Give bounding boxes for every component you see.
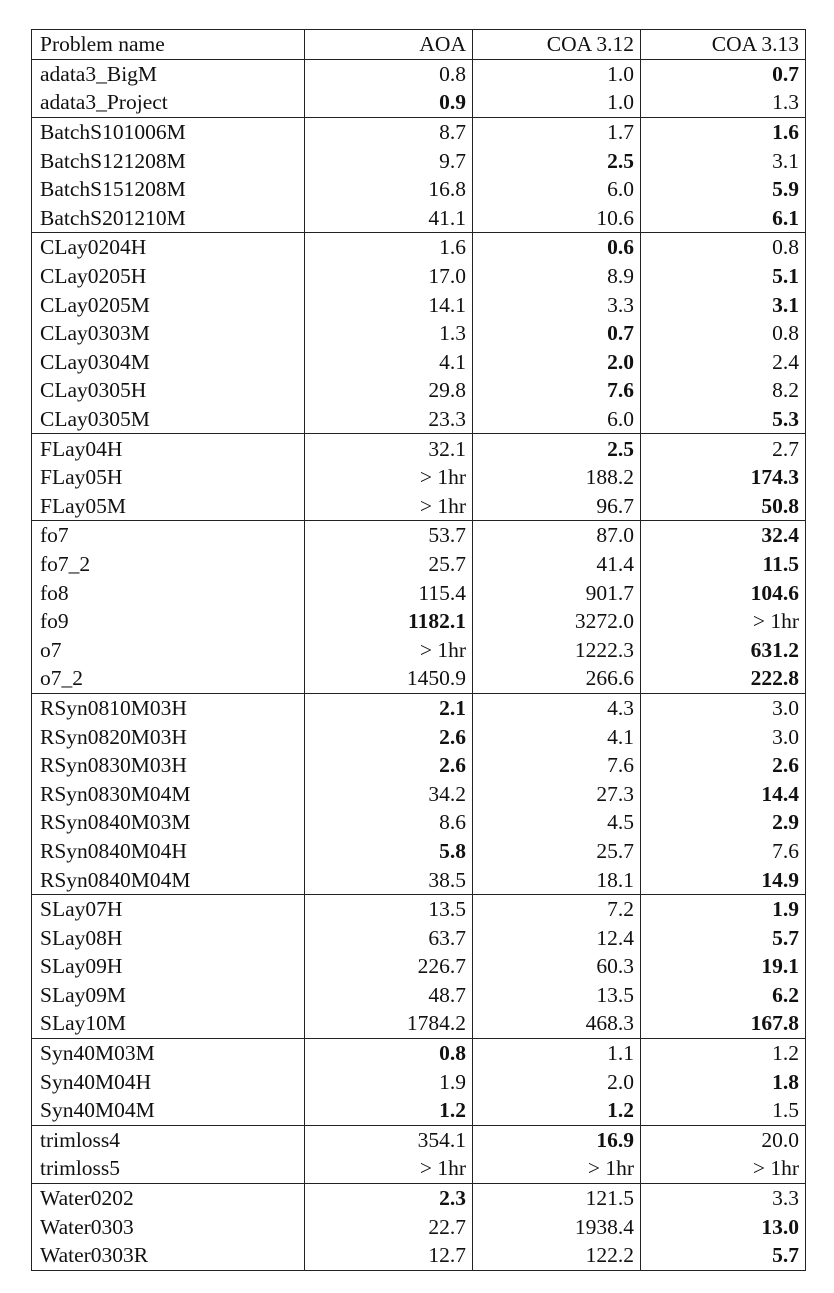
aoa-cell: 14.1 <box>305 290 473 319</box>
header-aoa: AOA <box>305 30 473 60</box>
aoa-cell: 16.8 <box>305 175 473 204</box>
problem-name-cell: trimloss5 <box>32 1154 305 1183</box>
table-row <box>32 262 806 291</box>
coa-3-12-cell: 1.0 <box>473 59 641 88</box>
aoa-cell: 2.6 <box>305 751 473 780</box>
coa-3-13-cell: 2.7 <box>641 434 806 463</box>
table-row <box>32 1096 806 1125</box>
coa-3-12-cell: 3.3 <box>473 290 641 319</box>
table-row <box>32 664 806 693</box>
problem-name-cell: SLay08H <box>32 923 305 952</box>
coa-3-13-cell: 1.9 <box>641 894 806 923</box>
problem-name-cell: RSyn0840M03M <box>32 808 305 837</box>
coa-3-13-cell: 5.3 <box>641 405 806 434</box>
problem-name-cell: RSyn0840M04H <box>32 837 305 866</box>
coa-3-13-cell: 5.9 <box>641 175 806 204</box>
aoa-cell: 1.6 <box>305 233 473 262</box>
aoa-cell: 29.8 <box>305 376 473 405</box>
coa-3-13-cell: 2.4 <box>641 348 806 377</box>
coa-3-13-cell: > 1hr <box>641 1154 806 1183</box>
aoa-cell: 1.2 <box>305 1096 473 1125</box>
problem-name-cell: RSyn0830M03H <box>32 751 305 780</box>
results-table <box>31 29 806 1271</box>
coa-3-12-cell: 468.3 <box>473 1009 641 1038</box>
aoa-cell: 1784.2 <box>305 1009 473 1038</box>
coa-3-13-cell: 3.1 <box>641 290 806 319</box>
table-row <box>32 550 806 579</box>
coa-3-12-cell: 96.7 <box>473 492 641 521</box>
header-coa-3-13: COA 3.13 <box>641 30 806 60</box>
problem-name-cell: trimloss4 <box>32 1125 305 1154</box>
problem-name-cell: BatchS101006M <box>32 117 305 146</box>
problem-name-cell: Syn40M04M <box>32 1096 305 1125</box>
coa-3-12-cell: 87.0 <box>473 521 641 550</box>
aoa-cell: 1182.1 <box>305 607 473 636</box>
coa-3-12-cell: 18.1 <box>473 865 641 894</box>
aoa-cell: 12.7 <box>305 1241 473 1270</box>
coa-3-13-cell: 3.0 <box>641 722 806 751</box>
aoa-cell: 63.7 <box>305 923 473 952</box>
header-problem-name: Problem name <box>32 30 305 60</box>
table-row <box>32 923 806 952</box>
coa-3-12-cell: 13.5 <box>473 981 641 1010</box>
table-row <box>32 405 806 434</box>
problem-name-cell: adata3_BigM <box>32 59 305 88</box>
coa-3-13-cell: 1.3 <box>641 88 806 117</box>
table-row <box>32 463 806 492</box>
table-row <box>32 59 806 88</box>
coa-3-12-cell: 122.2 <box>473 1241 641 1270</box>
aoa-cell: 2.1 <box>305 693 473 722</box>
aoa-cell: 1450.9 <box>305 664 473 693</box>
table-row <box>32 319 806 348</box>
coa-3-13-cell: 13.0 <box>641 1212 806 1241</box>
aoa-cell: > 1hr <box>305 492 473 521</box>
table-row <box>32 722 806 751</box>
coa-3-13-cell: 222.8 <box>641 664 806 693</box>
aoa-cell: 0.8 <box>305 1038 473 1067</box>
problem-name-cell: fo7 <box>32 521 305 550</box>
aoa-cell: 32.1 <box>305 434 473 463</box>
coa-3-13-cell: 19.1 <box>641 952 806 981</box>
table-row <box>32 1038 806 1067</box>
problem-group <box>32 59 806 117</box>
problem-name-cell: FLay05M <box>32 492 305 521</box>
problem-name-cell: adata3_Project <box>32 88 305 117</box>
aoa-cell: 22.7 <box>305 1212 473 1241</box>
coa-3-13-cell: 11.5 <box>641 550 806 579</box>
aoa-cell: 9.7 <box>305 146 473 175</box>
problem-name-cell: Water0303 <box>32 1212 305 1241</box>
aoa-cell: 8.6 <box>305 808 473 837</box>
aoa-cell: > 1hr <box>305 463 473 492</box>
aoa-cell: 41.1 <box>305 204 473 233</box>
problem-name-cell: SLay07H <box>32 894 305 923</box>
table-row <box>32 117 806 146</box>
coa-3-13-cell: 3.3 <box>641 1183 806 1212</box>
problem-name-cell: BatchS121208M <box>32 146 305 175</box>
header-coa-3-12: COA 3.12 <box>473 30 641 60</box>
coa-3-12-cell: 901.7 <box>473 578 641 607</box>
table-row <box>32 1212 806 1241</box>
aoa-cell: 1.3 <box>305 319 473 348</box>
coa-3-13-cell: 1.5 <box>641 1096 806 1125</box>
problem-group <box>32 521 806 694</box>
coa-3-13-cell: 1.2 <box>641 1038 806 1067</box>
problem-group <box>32 1183 806 1270</box>
problem-name-cell: fo9 <box>32 607 305 636</box>
coa-3-13-cell: 5.1 <box>641 262 806 291</box>
table-row <box>32 578 806 607</box>
problem-name-cell: SLay10M <box>32 1009 305 1038</box>
problem-name-cell: o7 <box>32 635 305 664</box>
aoa-cell: 4.1 <box>305 348 473 377</box>
problem-name-cell: fo7_2 <box>32 550 305 579</box>
table-row <box>32 1183 806 1212</box>
coa-3-13-cell: 174.3 <box>641 463 806 492</box>
table-row <box>32 837 806 866</box>
coa-3-12-cell: 3272.0 <box>473 607 641 636</box>
coa-3-13-cell: 167.8 <box>641 1009 806 1038</box>
problem-group <box>32 894 806 1038</box>
problem-name-cell: RSyn0810M03H <box>32 693 305 722</box>
aoa-cell: 5.8 <box>305 837 473 866</box>
problem-name-cell: o7_2 <box>32 664 305 693</box>
coa-3-13-cell: 2.6 <box>641 751 806 780</box>
problem-name-cell: Syn40M04H <box>32 1067 305 1096</box>
coa-3-13-cell: 8.2 <box>641 376 806 405</box>
table-row <box>32 1067 806 1096</box>
problem-group <box>32 434 806 521</box>
coa-3-12-cell: 6.0 <box>473 175 641 204</box>
table-row <box>32 376 806 405</box>
coa-3-12-cell: 1.1 <box>473 1038 641 1067</box>
coa-3-12-cell: 2.5 <box>473 146 641 175</box>
table-row <box>32 146 806 175</box>
aoa-cell: 34.2 <box>305 779 473 808</box>
coa-3-12-cell: 1.7 <box>473 117 641 146</box>
aoa-cell: 2.3 <box>305 1183 473 1212</box>
table-row <box>32 204 806 233</box>
aoa-cell: 0.8 <box>305 59 473 88</box>
coa-3-12-cell: 121.5 <box>473 1183 641 1212</box>
problem-name-cell: BatchS151208M <box>32 175 305 204</box>
coa-3-12-cell: 188.2 <box>473 463 641 492</box>
header-row <box>32 30 806 60</box>
table-row <box>32 492 806 521</box>
coa-3-12-cell: 12.4 <box>473 923 641 952</box>
coa-3-13-cell: 3.1 <box>641 146 806 175</box>
coa-3-12-cell: 25.7 <box>473 837 641 866</box>
coa-3-12-cell: 7.6 <box>473 751 641 780</box>
table-row <box>32 1125 806 1154</box>
coa-3-12-cell: 7.6 <box>473 376 641 405</box>
table-row <box>32 1009 806 1038</box>
coa-3-13-cell: 32.4 <box>641 521 806 550</box>
table-row <box>32 290 806 319</box>
table-row <box>32 88 806 117</box>
aoa-cell: 115.4 <box>305 578 473 607</box>
aoa-cell: 23.3 <box>305 405 473 434</box>
problem-group <box>32 693 806 894</box>
aoa-cell: 354.1 <box>305 1125 473 1154</box>
coa-3-13-cell: 6.1 <box>641 204 806 233</box>
problem-name-cell: Syn40M03M <box>32 1038 305 1067</box>
table-row <box>32 607 806 636</box>
coa-3-12-cell: 4.5 <box>473 808 641 837</box>
problem-group <box>32 233 806 434</box>
coa-3-13-cell: 6.2 <box>641 981 806 1010</box>
problem-name-cell: Water0202 <box>32 1183 305 1212</box>
table-row <box>32 348 806 377</box>
table-row <box>32 952 806 981</box>
table-row <box>32 233 806 262</box>
aoa-cell: 8.7 <box>305 117 473 146</box>
aoa-cell: > 1hr <box>305 1154 473 1183</box>
problem-name-cell: fo8 <box>32 578 305 607</box>
coa-3-13-cell: 1.8 <box>641 1067 806 1096</box>
coa-3-13-cell: 3.0 <box>641 693 806 722</box>
coa-3-12-cell: 2.0 <box>473 348 641 377</box>
problem-name-cell: CLay0303M <box>32 319 305 348</box>
table-row <box>32 1154 806 1183</box>
problem-name-cell: CLay0304M <box>32 348 305 377</box>
coa-3-12-cell: 1.0 <box>473 88 641 117</box>
table-row <box>32 981 806 1010</box>
coa-3-13-cell: 7.6 <box>641 837 806 866</box>
coa-3-13-cell: 5.7 <box>641 923 806 952</box>
problem-name-cell: CLay0205M <box>32 290 305 319</box>
coa-3-13-cell: 631.2 <box>641 635 806 664</box>
problem-name-cell: CLay0305H <box>32 376 305 405</box>
aoa-cell: 17.0 <box>305 262 473 291</box>
coa-3-12-cell: 10.6 <box>473 204 641 233</box>
aoa-cell: 25.7 <box>305 550 473 579</box>
coa-3-12-cell: 1938.4 <box>473 1212 641 1241</box>
problem-name-cell: BatchS201210M <box>32 204 305 233</box>
coa-3-12-cell: 4.3 <box>473 693 641 722</box>
problem-name-cell: CLay0305M <box>32 405 305 434</box>
aoa-cell: 48.7 <box>305 981 473 1010</box>
aoa-cell: 226.7 <box>305 952 473 981</box>
coa-3-12-cell: 4.1 <box>473 722 641 751</box>
coa-3-13-cell: 5.7 <box>641 1241 806 1270</box>
table-row <box>32 434 806 463</box>
coa-3-13-cell: 14.4 <box>641 779 806 808</box>
problem-group <box>32 1038 806 1125</box>
coa-3-12-cell: 6.0 <box>473 405 641 434</box>
table-row <box>32 693 806 722</box>
coa-3-13-cell: 1.6 <box>641 117 806 146</box>
coa-3-12-cell: 27.3 <box>473 779 641 808</box>
problem-name-cell: FLay05H <box>32 463 305 492</box>
problem-name-cell: SLay09H <box>32 952 305 981</box>
aoa-cell: 2.6 <box>305 722 473 751</box>
problem-name-cell: RSyn0840M04M <box>32 865 305 894</box>
problem-name-cell: CLay0204H <box>32 233 305 262</box>
problem-group <box>32 1125 806 1183</box>
coa-3-12-cell: 0.7 <box>473 319 641 348</box>
coa-3-12-cell: 41.4 <box>473 550 641 579</box>
coa-3-13-cell: > 1hr <box>641 607 806 636</box>
coa-3-13-cell: 0.8 <box>641 319 806 348</box>
problem-name-cell: RSyn0820M03H <box>32 722 305 751</box>
coa-3-13-cell: 20.0 <box>641 1125 806 1154</box>
table-row <box>32 779 806 808</box>
problem-name-cell: FLay04H <box>32 434 305 463</box>
aoa-cell: 53.7 <box>305 521 473 550</box>
table-row <box>32 521 806 550</box>
coa-3-13-cell: 0.7 <box>641 59 806 88</box>
coa-3-12-cell: 8.9 <box>473 262 641 291</box>
coa-3-13-cell: 104.6 <box>641 578 806 607</box>
aoa-cell: 1.9 <box>305 1067 473 1096</box>
coa-3-12-cell: 1.2 <box>473 1096 641 1125</box>
aoa-cell: 13.5 <box>305 894 473 923</box>
table-row <box>32 1241 806 1270</box>
table-row <box>32 635 806 664</box>
coa-3-13-cell: 0.8 <box>641 233 806 262</box>
coa-3-13-cell: 50.8 <box>641 492 806 521</box>
coa-3-12-cell: 0.6 <box>473 233 641 262</box>
table-row <box>32 894 806 923</box>
problem-name-cell: Water0303R <box>32 1241 305 1270</box>
problem-name-cell: RSyn0830M04M <box>32 779 305 808</box>
aoa-cell: 38.5 <box>305 865 473 894</box>
coa-3-13-cell: 14.9 <box>641 865 806 894</box>
coa-3-13-cell: 2.9 <box>641 808 806 837</box>
coa-3-12-cell: 16.9 <box>473 1125 641 1154</box>
coa-3-12-cell: 1222.3 <box>473 635 641 664</box>
table-header <box>32 30 806 60</box>
coa-3-12-cell: 2.5 <box>473 434 641 463</box>
coa-3-12-cell: > 1hr <box>473 1154 641 1183</box>
table-row <box>32 865 806 894</box>
coa-3-12-cell: 7.2 <box>473 894 641 923</box>
problem-group <box>32 117 806 232</box>
table-row <box>32 751 806 780</box>
aoa-cell: > 1hr <box>305 635 473 664</box>
coa-3-12-cell: 60.3 <box>473 952 641 981</box>
table-row <box>32 808 806 837</box>
problem-name-cell: CLay0205H <box>32 262 305 291</box>
problem-name-cell: SLay09M <box>32 981 305 1010</box>
coa-3-12-cell: 2.0 <box>473 1067 641 1096</box>
aoa-cell: 0.9 <box>305 88 473 117</box>
coa-3-12-cell: 266.6 <box>473 664 641 693</box>
table-row <box>32 175 806 204</box>
